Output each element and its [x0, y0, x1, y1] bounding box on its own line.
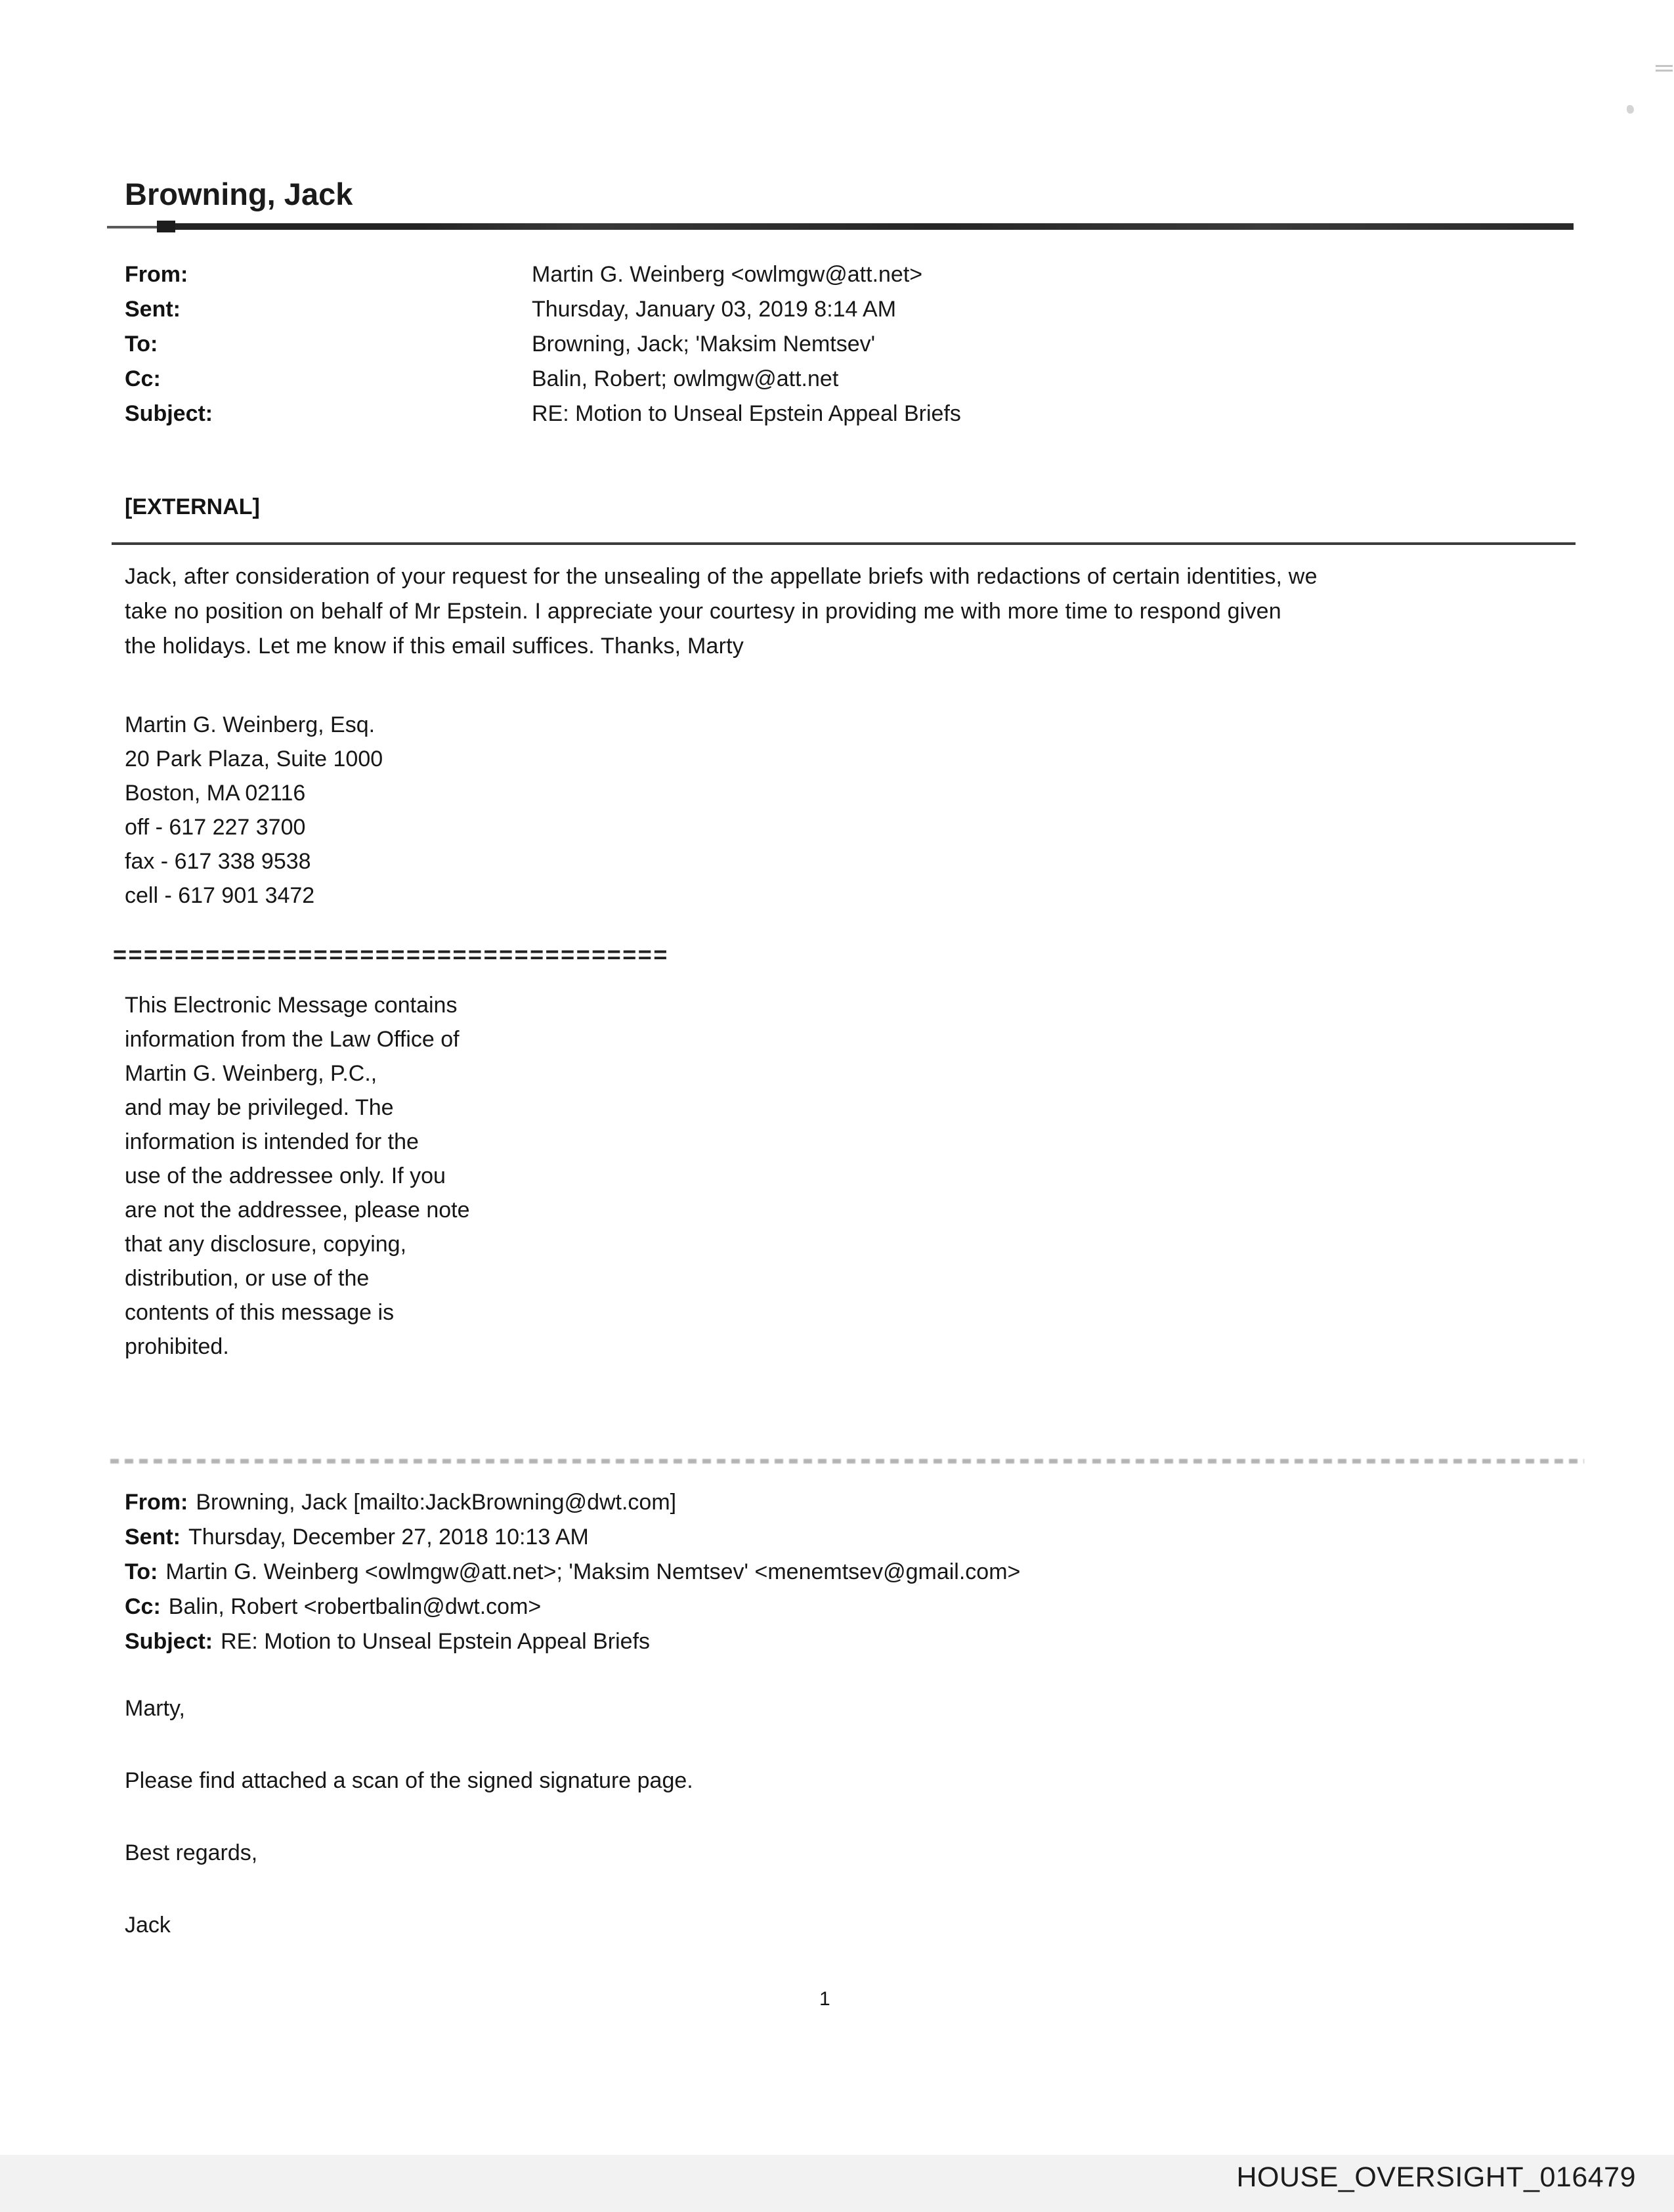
- email2-subject-label: Subject:: [125, 1629, 213, 1654]
- title-underline-main-segment: [162, 223, 1574, 230]
- email1-from-label: From:: [125, 262, 188, 287]
- confidentiality-line: and may be privileged. The: [125, 1095, 394, 1120]
- confidentiality-line: are not the addressee, please note: [125, 1198, 470, 1223]
- email2-cc-label: Cc:: [125, 1594, 161, 1619]
- page-title: Browning, Jack: [125, 177, 353, 211]
- scan-artifact: [1656, 65, 1673, 72]
- email2-sent-label: Sent:: [125, 1525, 181, 1550]
- signature-name: Martin G. Weinberg, Esq.: [125, 712, 376, 737]
- email1-header-row: [125, 362, 1602, 397]
- email2-closing: Best regards,: [125, 1840, 258, 1865]
- email1-subject-value: RE: Motion to Unseal Epstein Appeal Briefs: [532, 401, 961, 426]
- email1-header-row: [125, 327, 1602, 362]
- email1-header-block: [125, 257, 1602, 431]
- bates-number: HOUSE_OVERSIGHT_016479: [1236, 2161, 1636, 2193]
- confidentiality-line: Martin G. Weinberg, P.C.,: [125, 1061, 377, 1086]
- email1-body-line: take no position on behalf of Mr Epstein. I appreciate your courtesy in providing me with more time to respond given: [125, 599, 1281, 624]
- email1-from-value: Martin G. Weinberg <owlmgw@att.net>: [532, 262, 923, 287]
- email1-header-row: [125, 257, 1602, 292]
- signature-office-phone: off - 617 227 3700: [125, 815, 306, 840]
- title-underline-ink-blob: [157, 221, 175, 232]
- signature-address-line: Boston, MA 02116: [125, 781, 306, 806]
- confidentiality-line: that any disclosure, copying,: [125, 1232, 407, 1257]
- signature-fax: fax - 617 338 9538: [125, 849, 311, 874]
- email1-body-line: the holidays. Let me know if this email suffices. Thanks, Marty: [125, 634, 744, 659]
- email1-cc-value: Balin, Robert; owlmgw@att.net: [532, 366, 839, 391]
- title-underline: [107, 221, 1574, 234]
- email2-body: [125, 1695, 693, 1984]
- email2-to-label: To:: [125, 1559, 158, 1584]
- email2-from-value: Browning, Jack [mailto:JackBrowning@dwt.com]: [196, 1490, 677, 1515]
- page-number: 1: [819, 1988, 830, 2010]
- email2-signoff: Jack: [125, 1913, 171, 1938]
- email2-header-row: [125, 1520, 1635, 1555]
- email1-to-label: To:: [125, 332, 158, 357]
- email2-header-row: [125, 1485, 1635, 1520]
- email1-subject-label: Subject:: [125, 401, 213, 426]
- confidentiality-line: This Electronic Message contains: [125, 993, 458, 1018]
- email2-from-label: From:: [125, 1490, 188, 1515]
- email2-header-row: [125, 1555, 1635, 1590]
- email1-to-value: Browning, Jack; 'Maksim Nemtsev': [532, 332, 876, 357]
- email2-header-row: [125, 1590, 1635, 1624]
- separator-line: [110, 1459, 1584, 1464]
- email1-sent-value: Thursday, January 03, 2019 8:14 AM: [532, 297, 897, 322]
- email1-sent-label: Sent:: [125, 297, 181, 322]
- signature-block: [125, 708, 383, 913]
- signature-cell: cell - 617 901 3472: [125, 883, 315, 908]
- email2-cc-value: Balin, Robert <robertbalin@dwt.com>: [168, 1594, 542, 1619]
- equals-divider: ====================================: [113, 941, 669, 968]
- scan-artifact: [1627, 105, 1634, 114]
- confidentiality-line: use of the addressee only. If you: [125, 1163, 446, 1188]
- email1-cc-label: Cc:: [125, 366, 161, 391]
- confidentiality-line: distribution, or use of the: [125, 1266, 370, 1291]
- external-tag: [EXTERNAL]: [125, 494, 260, 519]
- email2-to-value: Martin G. Weinberg <owlmgw@att.net>; 'Maksim Nemtsev' <menemtsev@gmail.com>: [165, 1559, 1021, 1584]
- email2-sent-value: Thursday, December 27, 2018 10:13 AM: [188, 1525, 589, 1550]
- email2-subject-value: RE: Motion to Unseal Epstein Appeal Briefs: [221, 1629, 651, 1654]
- confidentiality-line: contents of this message is: [125, 1300, 395, 1325]
- email1-body: [125, 559, 1608, 664]
- external-divider-line: [112, 542, 1576, 545]
- email2-header-block: [125, 1485, 1635, 1659]
- signature-address-line: 20 Park Plaza, Suite 1000: [125, 747, 383, 771]
- email1-header-row: [125, 292, 1602, 327]
- email1-body-line: Jack, after consideration of your request for the unsealing of the appellate briefs with redactions of certain identities, we: [125, 564, 1318, 589]
- email1-header-row: [125, 397, 1602, 431]
- confidentiality-line: information is intended for the: [125, 1129, 419, 1154]
- email2-salutation: Marty,: [125, 1696, 185, 1721]
- confidentiality-line: prohibited.: [125, 1334, 229, 1359]
- email2-header-row: [125, 1624, 1635, 1659]
- confidentiality-notice: [125, 988, 470, 1364]
- confidentiality-line: information from the Law Office of: [125, 1027, 460, 1052]
- email2-body-line: Please find attached a scan of the signed signature page.: [125, 1768, 693, 1793]
